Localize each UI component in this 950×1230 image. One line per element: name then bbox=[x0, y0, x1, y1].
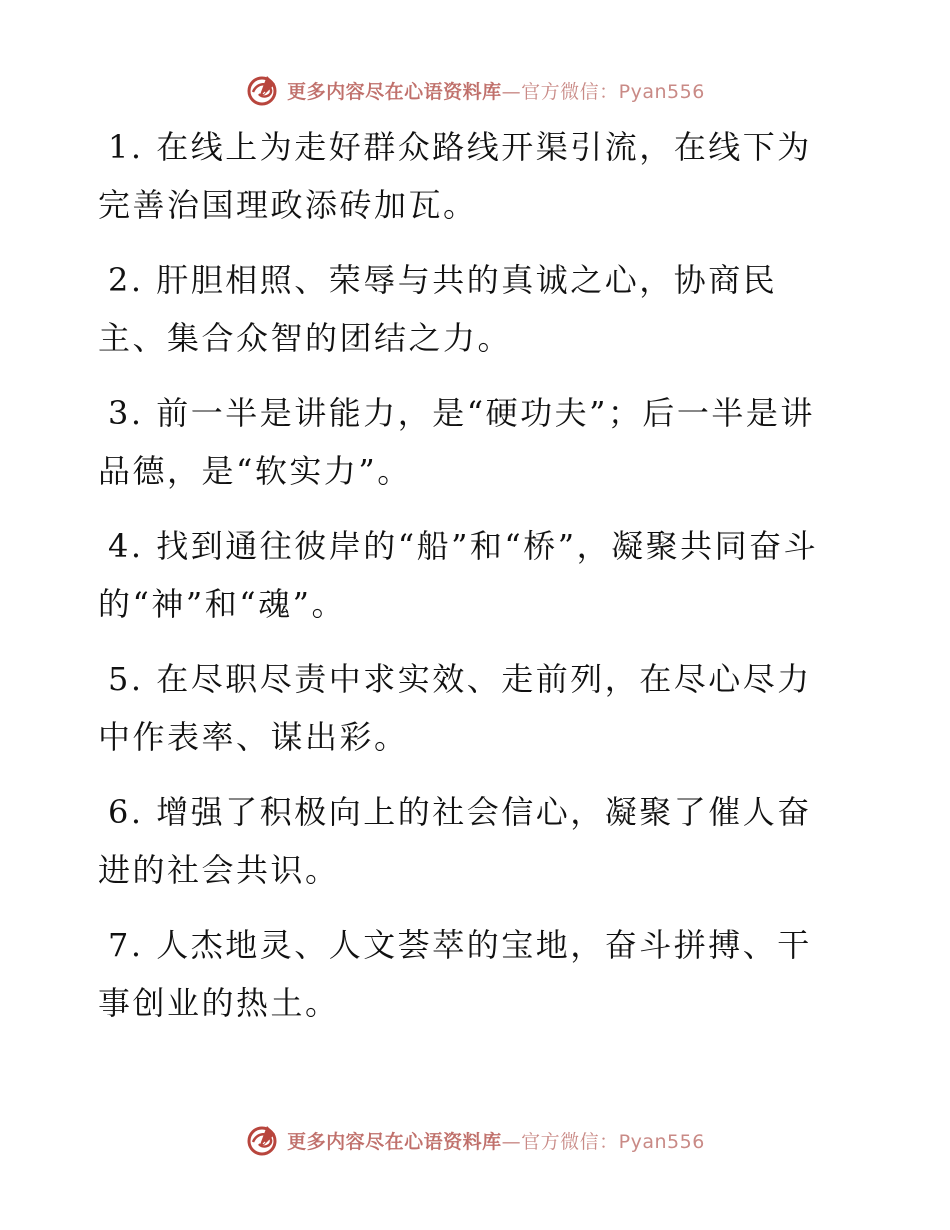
red-swirl-pen-logo-icon bbox=[245, 1122, 281, 1158]
list-item: 5. 在尽职尽责中求实效、走前列，在尽心尽力中作表率、谋出彩。 bbox=[98, 660, 812, 756]
document-body bbox=[98, 118, 828, 1049]
header-banner-rest: —官方微信：Pyan556 bbox=[501, 80, 705, 103]
header-banner-lead: 更多内容尽在心语资料库 bbox=[287, 80, 502, 103]
red-swirl-pen-logo-icon bbox=[245, 72, 281, 108]
footer-banner-lead: 更多内容尽在心语资料库 bbox=[287, 1130, 502, 1153]
header-banner-text bbox=[287, 77, 705, 104]
list-item: 2. 肝胆相照、荣辱与共的真诚之心，协商民主、集合众智的团结之力。 bbox=[98, 261, 778, 357]
footer-banner-rest: —官方微信：Pyan556 bbox=[501, 1130, 705, 1153]
list-item: 4. 找到通往彼岸的“船”和“桥”，凝聚共同奋斗的“神”和“魂”。 bbox=[98, 527, 819, 623]
header-banner bbox=[0, 68, 950, 112]
footer-banner bbox=[0, 1118, 950, 1162]
footer-banner-text bbox=[287, 1127, 705, 1154]
list-item: 1. 在线上为走好群众路线开渠引流，在线下为完善治国理政添砖加瓦。 bbox=[98, 128, 812, 224]
list-item: 6. 增强了积极向上的社会信心，凝聚了催人奋进的社会共识。 bbox=[98, 793, 812, 889]
list-item: 3. 前一半是讲能力，是“硬功夫”；后一半是讲品德，是“软实力”。 bbox=[98, 394, 815, 490]
list-item: 7. 人杰地灵、人文荟萃的宝地，奋斗拼搏、干事创业的热土。 bbox=[98, 926, 812, 1022]
